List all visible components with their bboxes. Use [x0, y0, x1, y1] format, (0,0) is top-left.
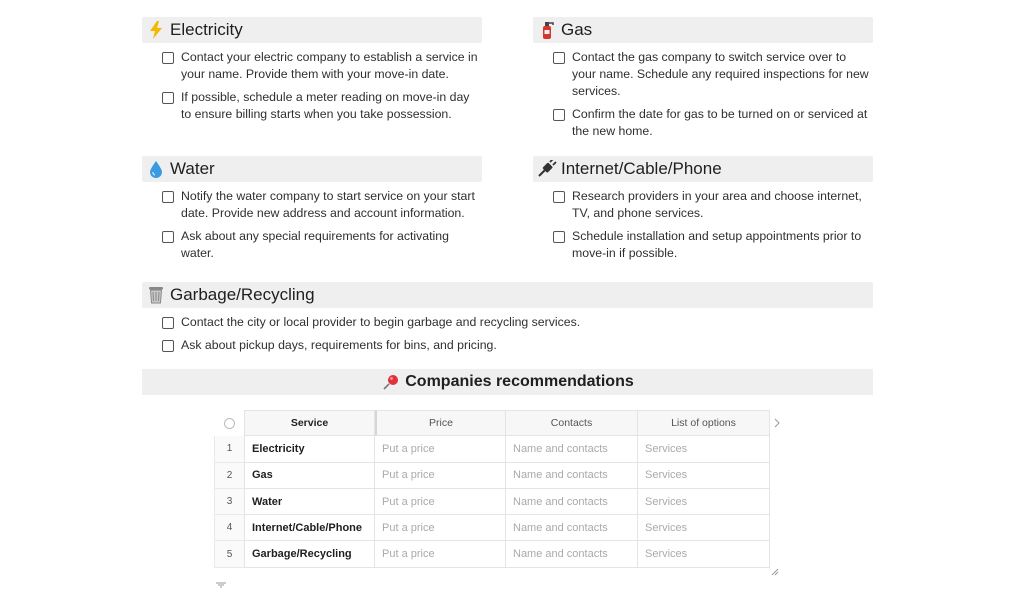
contacts-cell[interactable]: Name and contacts — [506, 463, 638, 489]
row-number[interactable]: 1 — [214, 436, 244, 462]
section-title: Electricity — [170, 20, 243, 39]
section-heading[interactable] — [142, 282, 873, 308]
price-cell[interactable]: Put a price — [375, 489, 506, 515]
checkbox[interactable] — [162, 191, 174, 203]
column-header[interactable]: Price — [375, 410, 506, 436]
table-row — [214, 541, 770, 567]
lightning-icon — [146, 20, 166, 40]
service-cell[interactable]: Internet/Cable/Phone — [244, 515, 375, 541]
todo-text[interactable]: Contact your electric company to establish a service in your name. Provide them with your move-in date. — [181, 50, 478, 81]
filter-icon[interactable] — [215, 575, 227, 593]
todo-item — [533, 228, 873, 262]
checkbox[interactable] — [553, 191, 565, 203]
section-heading[interactable] — [533, 156, 873, 182]
fire-extinguisher-icon — [537, 20, 557, 40]
service-cell[interactable]: Gas — [244, 463, 375, 489]
section-title: Water — [170, 159, 215, 178]
todo-item — [142, 314, 873, 331]
add-column-icon[interactable] — [774, 418, 780, 430]
table-row — [214, 515, 770, 541]
options-cell[interactable]: Services — [638, 489, 770, 515]
resize-handle-icon[interactable] — [771, 568, 779, 578]
column-header[interactable]: Contacts — [506, 410, 638, 436]
todo-text[interactable]: Research providers in your area and choose internet, TV, and phone services. — [572, 189, 862, 220]
table-header-row — [214, 410, 770, 436]
todo-item — [142, 188, 482, 222]
row-number[interactable]: 3 — [214, 489, 244, 515]
contacts-cell[interactable]: Name and contacts — [506, 436, 638, 462]
price-cell[interactable]: Put a price — [375, 515, 506, 541]
todo-item — [533, 106, 873, 140]
todo-item — [533, 188, 873, 222]
section-title: Internet/Cable/Phone — [561, 159, 722, 178]
todo-text[interactable]: If possible, schedule a meter reading on move-in day to ensure billing starts when you take possession. — [181, 90, 470, 121]
service-cell[interactable]: Garbage/Recycling — [244, 541, 375, 567]
table-row — [214, 463, 770, 489]
checkbox[interactable] — [162, 340, 174, 352]
todo-item — [142, 228, 482, 262]
section-internet — [533, 156, 873, 262]
checkbox[interactable] — [553, 231, 565, 243]
column-header[interactable]: Service — [244, 410, 375, 436]
table-row — [214, 436, 770, 462]
checkbox[interactable] — [553, 52, 565, 64]
section-heading[interactable] — [142, 156, 482, 182]
banner-title: Companies recommendations — [405, 373, 634, 390]
price-cell[interactable]: Put a price — [375, 541, 506, 567]
checkbox[interactable] — [162, 52, 174, 64]
todo-text[interactable]: Ask about any special requirements for activating water. — [181, 229, 449, 260]
section-garbage — [142, 282, 873, 354]
todo-text[interactable]: Schedule installation and setup appointments prior to move-in if possible. — [572, 229, 862, 260]
checkbox[interactable] — [162, 231, 174, 243]
table-row — [214, 489, 770, 515]
price-cell[interactable]: Put a price — [375, 436, 506, 462]
droplet-icon — [146, 159, 166, 179]
section-heading[interactable] — [142, 17, 482, 43]
select-all-circle[interactable] — [214, 410, 244, 436]
plug-icon — [537, 159, 557, 179]
pushpin-icon — [381, 372, 401, 392]
section-title: Garbage/Recycling — [170, 285, 315, 304]
contacts-cell[interactable]: Name and contacts — [506, 515, 638, 541]
contacts-cell[interactable]: Name and contacts — [506, 541, 638, 567]
todo-text[interactable]: Contact the gas company to switch service over to your name. Schedule any required inspections for new services. — [572, 50, 869, 98]
wastebasket-icon — [146, 285, 166, 305]
todo-text[interactable]: Notify the water company to start service on your start date. Provide new address and account information. — [181, 189, 475, 220]
checkbox[interactable] — [553, 109, 565, 121]
section-title: Gas — [561, 20, 593, 39]
todo-text[interactable]: Contact the city or local provider to begin garbage and recycling services. — [181, 315, 581, 329]
companies-banner[interactable] — [142, 369, 873, 395]
section-heading[interactable] — [533, 17, 873, 43]
options-cell[interactable]: Services — [638, 436, 770, 462]
service-cell[interactable]: Electricity — [244, 436, 375, 462]
checkbox[interactable] — [162, 317, 174, 329]
column-header[interactable]: List of options — [638, 410, 770, 436]
row-number[interactable]: 5 — [214, 541, 244, 567]
todo-text[interactable]: Ask about pickup days, requirements for bins, and pricing. — [181, 338, 497, 352]
options-cell[interactable]: Services — [638, 463, 770, 489]
row-number[interactable]: 2 — [214, 463, 244, 489]
price-cell[interactable]: Put a price — [375, 463, 506, 489]
row-number[interactable]: 4 — [214, 515, 244, 541]
contacts-cell[interactable]: Name and contacts — [506, 489, 638, 515]
checkbox[interactable] — [162, 92, 174, 104]
options-cell[interactable]: Services — [638, 515, 770, 541]
section-electricity — [142, 17, 482, 123]
section-water — [142, 156, 482, 262]
options-cell[interactable]: Services — [638, 541, 770, 567]
companies-table — [214, 410, 770, 568]
todo-text[interactable]: Confirm the date for gas to be turned on or serviced at the new home. — [572, 107, 868, 138]
todo-item — [142, 89, 482, 123]
todo-item — [142, 49, 482, 83]
service-cell[interactable]: Water — [244, 489, 375, 515]
todo-item — [142, 337, 873, 354]
section-gas — [533, 17, 873, 140]
todo-item — [533, 49, 873, 100]
